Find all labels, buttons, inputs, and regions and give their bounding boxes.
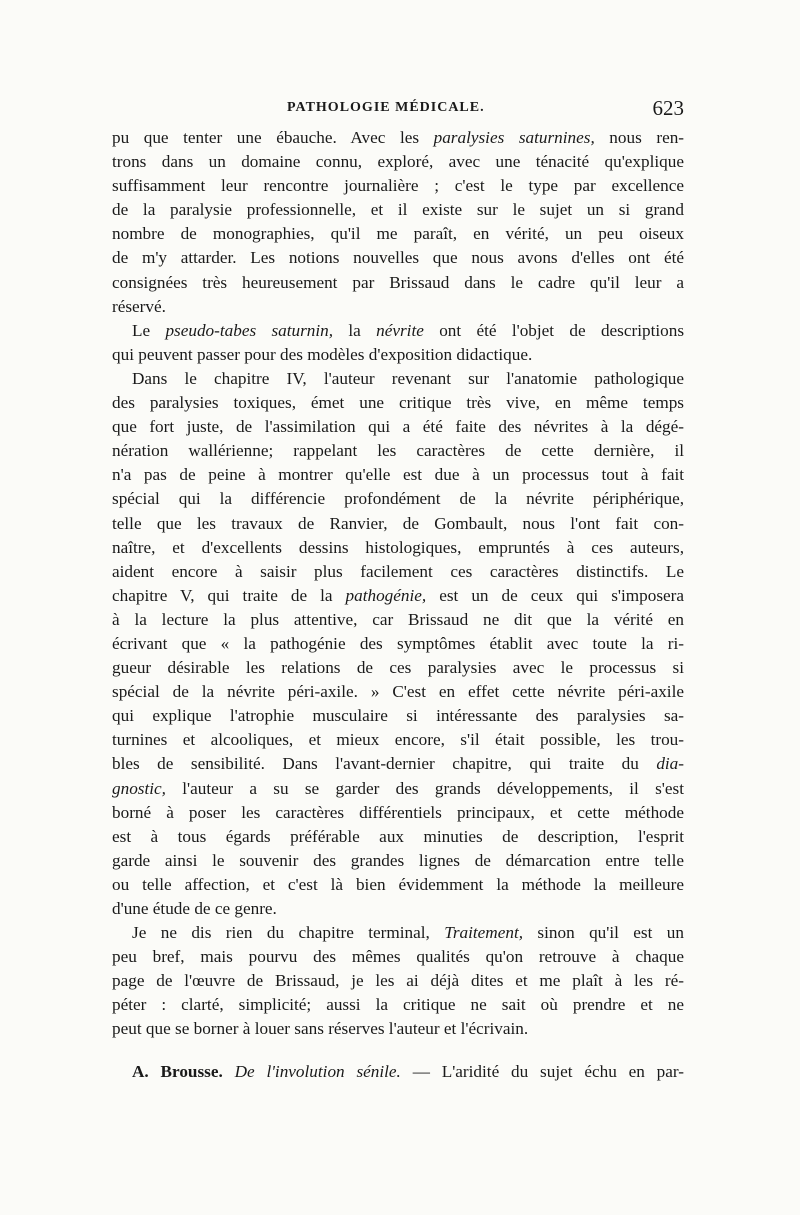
text-line: gnostic, l'auteur a su se garder des grands développements, il s'est [112, 778, 684, 798]
text-line: turnines et alcooliques, et mieux encore, s'il était possible, les trou- [112, 730, 684, 750]
italic-term: névrite [376, 320, 424, 340]
text-line: page de l'œuvre de Brissaud, je les ai déjà dites et me plaît à les ré- [112, 971, 684, 991]
text-line: consignées très heureusement par Brissaud dans le cadre qu'il leur a [112, 272, 684, 292]
body-text [112, 126, 684, 1084]
text-line: nombre de monographies, qu'il me paraît, en vérité, un peu oiseux [112, 224, 684, 244]
running-title: PATHOLOGIE MÉDICALE. [287, 100, 485, 115]
text-line: Je ne dis rien du chapitre terminal, Traitement, sinon qu'il est un [132, 923, 684, 943]
section-gap [112, 1042, 684, 1060]
text-line: n'a pas de peine à montrer qu'elle est due à un processus tout à fait [112, 465, 684, 485]
text-line: peut que se borner à louer sans réserves l'auteur et l'écrivain. [112, 1019, 529, 1039]
work-title: De l'involution sénile. [222, 1061, 401, 1081]
text-line: ou telle affection, et c'est là bien évidemment la méthode la meilleure [112, 874, 684, 894]
text-line: que fort juste, de l'assimilation qui a été faite des névrites à la dégé- [112, 417, 684, 437]
text-line: suffisamment leur rencontre journalière ; c'est le type par excellence [112, 176, 684, 196]
text-line: est à tous égards préférable aux minuties de description, l'esprit [112, 826, 684, 846]
text-line: réservé. [112, 296, 166, 316]
running-header [112, 96, 684, 122]
text-line: nération wallérienne; rappelant les caractères de cette dernière, il [112, 441, 684, 461]
text-line: d'une étude de ce genre. [112, 899, 277, 918]
text-line: des paralysies toxiques, émet une critique très vive, en même temps [112, 393, 684, 413]
text-line: écrivant que « la pathogénie des symptômes établit avec toute la ri- [112, 633, 684, 653]
italic-term: gnostic, [112, 778, 166, 798]
italic-term: paralysies saturnines, [433, 128, 595, 147]
italic-term: pseudo-tabes saturnin, [165, 320, 334, 340]
text-line: telle que les travaux de Ranvier, de Gombault, nous l'ont fait con- [112, 513, 684, 533]
text-line: bles de sensibilité. Dans l'avant-dernier chapitre, qui traite du dia- [112, 754, 684, 774]
text-line: à la lecture la plus attentive, car Brissaud ne dit que la vérité en [112, 609, 684, 629]
text-line: qui explique l'atrophie musculaire si intéressante des paralysies sa- [112, 706, 684, 726]
text-line: de m'y attarder. Les notions nouvelles que nous avons d'elles ont été [112, 248, 684, 268]
text-line: borné à poser les caractères différentiels principaux, et cette méthode [112, 802, 684, 822]
italic-term: pathogénie, [345, 585, 427, 605]
italic-term: Traitement, [444, 923, 524, 943]
text-line: de la paralysie professionnelle, et il existe sur le sujet un si grand [112, 200, 684, 220]
page-number: 623 [652, 96, 684, 120]
text-line: pu que tenter une ébauche. Avec les paralysies saturnines, nous ren- [112, 128, 684, 147]
text-line: naître, et d'excellents dessins histologiques, empruntés à ces auteurs, [112, 537, 684, 557]
text-line: peu bref, mais pourvu des mêmes qualités qu'on retrouve à chaque [112, 947, 684, 967]
text-line: gueur désirable les relations de ces paralysies avec le processus si [112, 658, 684, 678]
text-line: péter : clarté, simplicité; aussi la critique ne sait où prendre et ne [112, 995, 684, 1015]
text-line: garde ainsi le souvenir des grandes lignes de démarcation entre telle [112, 850, 684, 870]
text-line: qui peuvent passer pour des modèles d'exposition didactique. [112, 344, 533, 364]
next-entry-line: A. Brousse. De l'involution sénile. — L'aridité du sujet échu en par- [132, 1061, 684, 1081]
text-line: spécial qui la différencie profondément de la névrite périphérique, [112, 489, 684, 509]
text-line: aident encore à saisir plus facilement ces caractères distinctifs. Le [112, 561, 684, 581]
text-line: spécial de la névrite péri-axile. » C'est en effet cette névrite péri-axile [112, 682, 684, 702]
italic-term: dia- [656, 754, 684, 774]
text-line: Le pseudo-tabes saturnin, la névrite ont été l'objet de descriptions [132, 320, 684, 340]
text-line: chapitre V, qui traite de la pathogénie, est un de ceux qui s'imposera [112, 585, 684, 605]
text-line: Dans le chapitre IV, l'auteur revenant sur l'anatomie pathologique [132, 368, 684, 388]
author-name: A. Brousse. [132, 1061, 223, 1081]
text-line: trons dans un domaine connu, exploré, avec une ténacité qu'explique [112, 152, 684, 172]
